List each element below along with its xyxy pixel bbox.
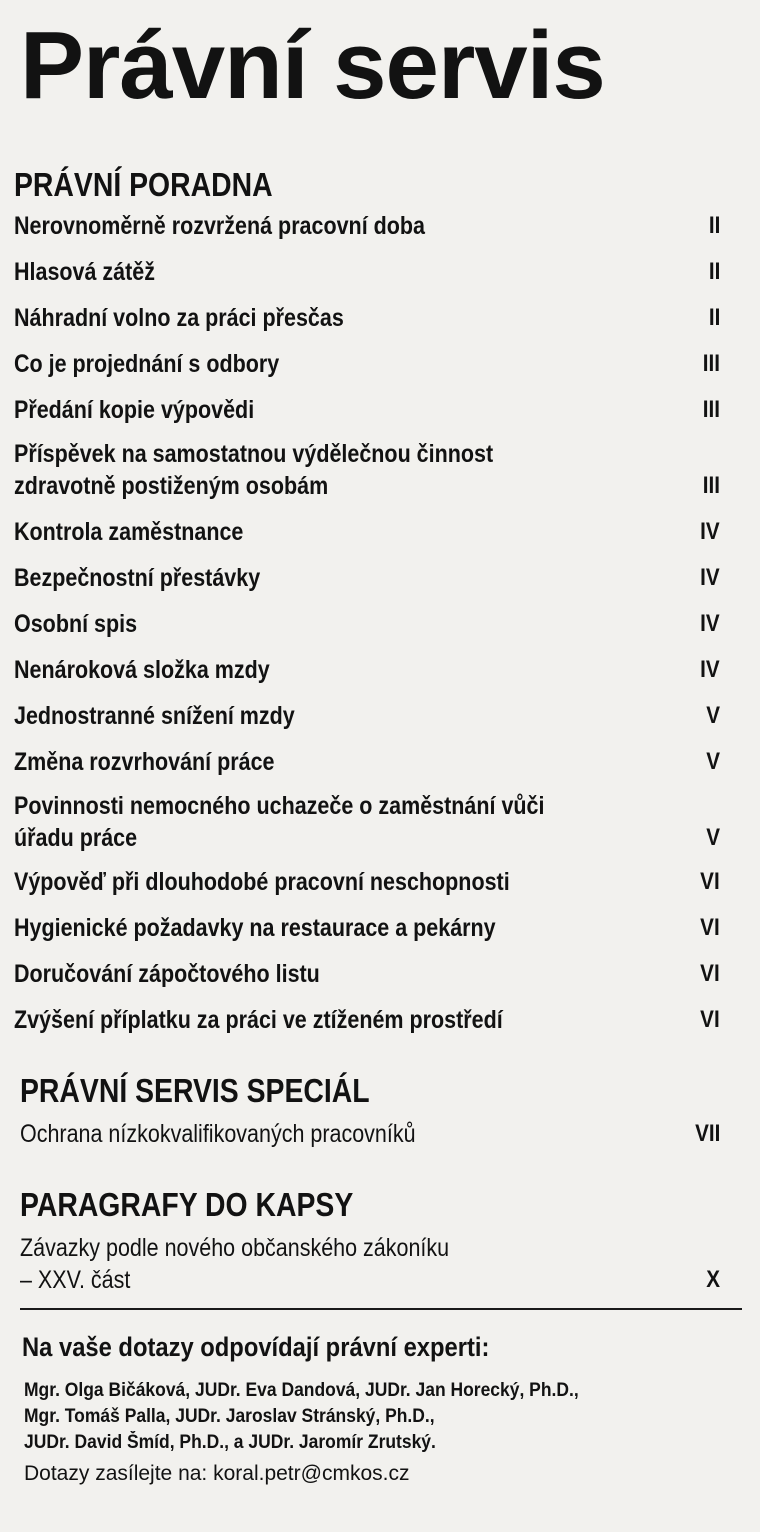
toc-entry bbox=[14, 302, 720, 334]
entry-page-number: II bbox=[708, 258, 720, 285]
entry-page-number: III bbox=[702, 472, 720, 499]
toc-entry bbox=[14, 866, 720, 898]
toc-entry bbox=[14, 256, 720, 288]
entry-title: Hygienické požadavky na restaurace a pekárny bbox=[14, 914, 496, 942]
toc-entry bbox=[14, 912, 720, 944]
toc-entry bbox=[14, 790, 720, 854]
entry-title-continued: – XXV. část bbox=[20, 1266, 131, 1294]
experts-line: Mgr. Tomáš Palla, JUDr. Jaroslav Stránský, Ph.D., bbox=[24, 1406, 435, 1427]
entry-page-number: IV bbox=[700, 656, 720, 683]
entry-title: Jednostranné snížení mzdy bbox=[14, 702, 295, 730]
entry-title: Předání kopie výpovědi bbox=[14, 396, 255, 424]
toc-entry bbox=[14, 516, 720, 548]
entry-page-number: II bbox=[708, 304, 720, 331]
entry-page-number: VI bbox=[700, 960, 720, 987]
toc-entry bbox=[14, 608, 720, 640]
entry-title: Zvýšení příplatku za práci ve ztíženém prostředí bbox=[14, 1006, 503, 1034]
toc-entry bbox=[14, 394, 720, 426]
entry-title-continued: zdravotně postiženým osobám bbox=[14, 472, 329, 500]
entry-title: Povinnosti nemocného uchazeče o zaměstnání vůči bbox=[14, 792, 545, 820]
toc-entry bbox=[14, 1004, 720, 1036]
experts-heading: Na vaše dotazy odpovídají právní experti: bbox=[22, 1332, 490, 1362]
entry-title: Bezpečnostní přestávky bbox=[14, 564, 261, 592]
section-heading-pravni-poradna: PRÁVNÍ PORADNA bbox=[14, 166, 273, 203]
entry-title: Doručování zápočtového listu bbox=[14, 960, 320, 988]
entry-page-number: V bbox=[706, 824, 720, 851]
toc-entry bbox=[20, 1232, 720, 1296]
entry-page-number: VII bbox=[694, 1120, 720, 1147]
toc-entry bbox=[20, 1118, 720, 1150]
toc-entry bbox=[14, 438, 720, 502]
toc-entry bbox=[14, 958, 720, 990]
entry-page-number: VI bbox=[700, 868, 720, 895]
entry-title: Ochrana nízkokvalifikovaných pracovníků bbox=[20, 1120, 416, 1148]
entry-title: Nerovnoměrně rozvržená pracovní doba bbox=[14, 212, 425, 240]
divider bbox=[20, 1308, 742, 1310]
entry-page-number: III bbox=[702, 396, 720, 423]
entry-title: Závazky podle nového občanského zákoníku bbox=[20, 1234, 450, 1262]
entry-title: Kontrola zaměstnance bbox=[14, 518, 244, 546]
entry-page-number: III bbox=[702, 350, 720, 377]
entry-title: Nenároková složka mzdy bbox=[14, 656, 270, 684]
entry-page-number: VI bbox=[700, 914, 720, 941]
section-heading-pravni-servis-special: PRÁVNÍ SERVIS SPECIÁL bbox=[20, 1072, 370, 1109]
entry-title-continued: úřadu práce bbox=[14, 824, 138, 852]
entry-page-number: V bbox=[706, 748, 720, 775]
entry-title: Náhradní volno za práci přesčas bbox=[14, 304, 344, 332]
toc-entry bbox=[14, 562, 720, 594]
toc-entry bbox=[14, 348, 720, 380]
entry-title: Osobní spis bbox=[14, 610, 138, 638]
entry-page-number: IV bbox=[700, 610, 720, 637]
entry-title: Příspěvek na samostatnou výdělečnou činnost bbox=[14, 440, 494, 468]
page-title: Právní servis bbox=[20, 12, 605, 119]
entry-page-number: II bbox=[708, 212, 720, 239]
contact-line: Dotazy zasílejte na: koral.petr@cmkos.cz bbox=[24, 1462, 410, 1485]
section-heading-paragrafy-do-kapsy: PARAGRAFY DO KAPSY bbox=[20, 1186, 354, 1223]
toc-entry bbox=[14, 654, 720, 686]
toc-entry bbox=[14, 746, 720, 778]
entry-page-number: IV bbox=[700, 564, 720, 591]
entry-title: Co je projednání s odbory bbox=[14, 350, 280, 378]
entry-page-number: VI bbox=[700, 1006, 720, 1033]
experts-line: JUDr. David Šmíd, Ph.D., a JUDr. Jaromír Zrutský. bbox=[24, 1432, 436, 1453]
entry-title: Hlasová zátěž bbox=[14, 258, 156, 286]
entry-page-number: X bbox=[706, 1266, 720, 1293]
entry-page-number: V bbox=[706, 702, 720, 729]
entry-title: Výpověď při dlouhodobé pracovní neschopnosti bbox=[14, 868, 510, 896]
toc-entry bbox=[14, 210, 720, 242]
entry-page-number: IV bbox=[700, 518, 720, 545]
toc-entry bbox=[14, 700, 720, 732]
experts-line: Mgr. Olga Bičáková, JUDr. Eva Dandová, JUDr. Jan Horecký, Ph.D., bbox=[24, 1380, 579, 1401]
entry-title: Změna rozvrhování práce bbox=[14, 748, 275, 776]
